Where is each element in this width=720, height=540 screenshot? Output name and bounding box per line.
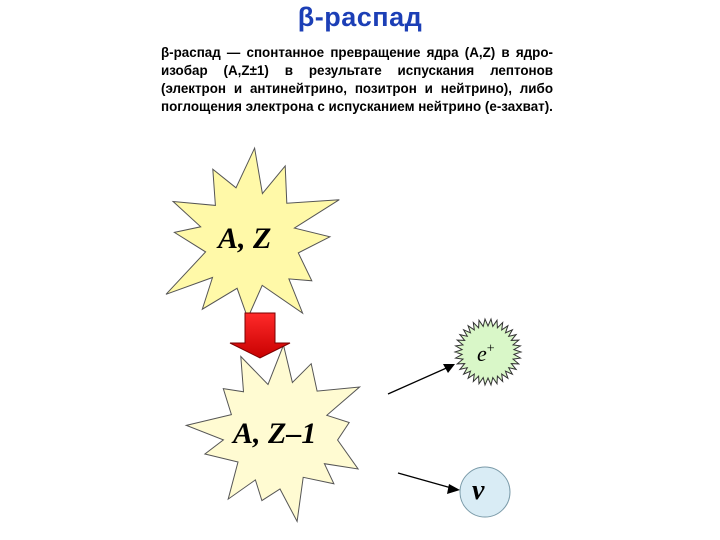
neutrino-label: ν <box>472 475 485 506</box>
neutrino-emission-arrow <box>398 473 455 489</box>
neutrino-shape <box>460 467 510 517</box>
description-text: β-распад — спонтанное превращение ядра (A,Z) в ядро-изобар (A,Z±1) в результате испускания лептонов (электрон и антинейтрино, позитрон и нейтрино), либо поглощения электрона с испусканием нейтрино (е-захват). <box>161 45 553 114</box>
daughter-nucleus-label: A, Z–1 <box>233 417 317 450</box>
positron-symbol: e <box>477 341 487 366</box>
page-title: β-распад <box>297 2 423 32</box>
positron-charge: + <box>486 341 495 357</box>
positron-emission-arrow <box>388 366 451 394</box>
neutrino-emission-arrowhead <box>447 484 460 494</box>
positron-label <box>477 341 495 367</box>
parent-nucleus-label: A, Z <box>218 222 272 255</box>
